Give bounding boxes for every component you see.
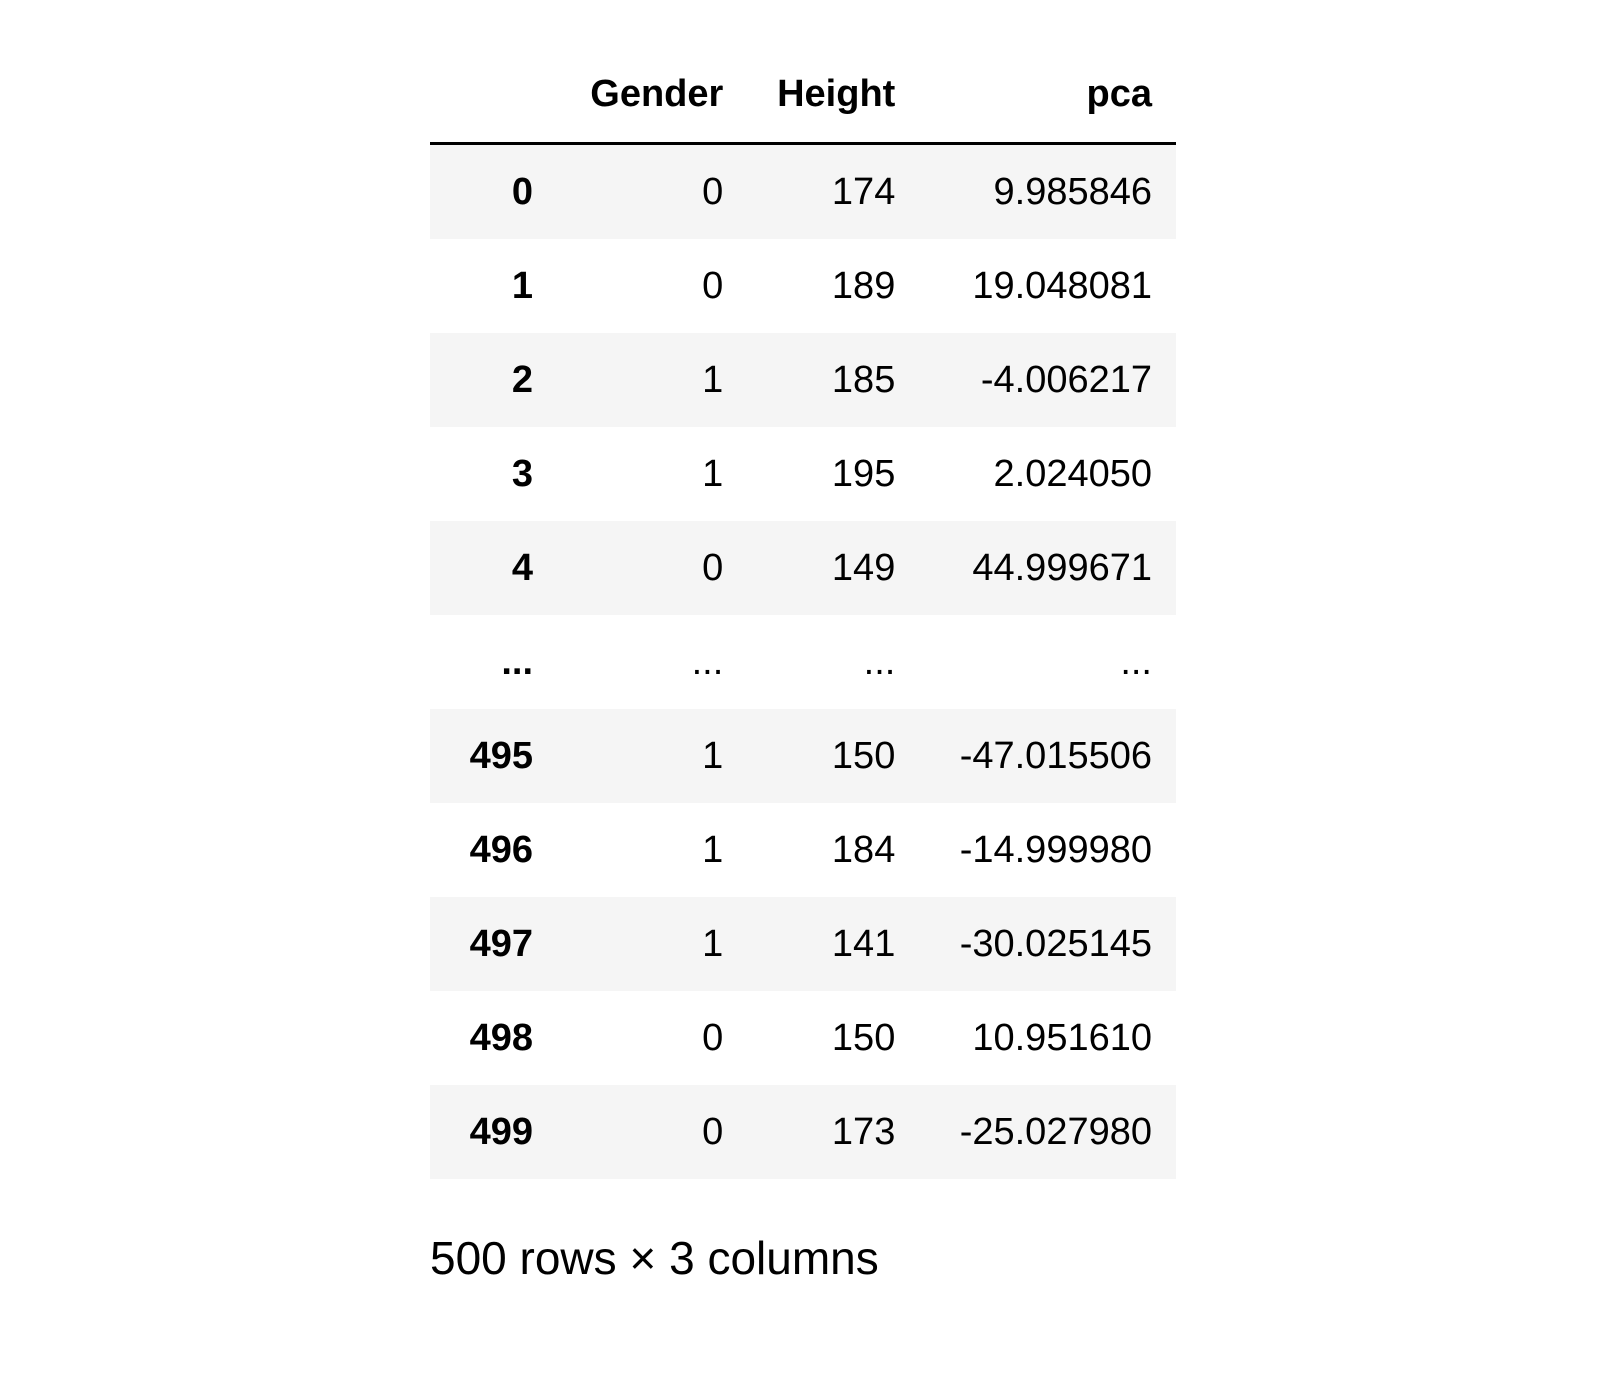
cell-height: 195 (831, 452, 896, 495)
cell-pca: -14.999980 (959, 828, 1152, 871)
row-index: 499 (469, 1110, 534, 1153)
cell-pca: 9.985846 (993, 170, 1152, 213)
row-index: 2 (511, 358, 534, 401)
dataframe-table (430, 46, 1176, 1179)
cell-height: 173 (831, 1110, 896, 1153)
cell-height: 189 (831, 264, 896, 307)
row-index: 496 (469, 828, 534, 871)
table-row (430, 144, 1176, 240)
cell-height: 149 (831, 546, 896, 589)
table-row (430, 427, 1176, 521)
header-row (430, 46, 1176, 144)
cell-pca: -4.006217 (980, 358, 1152, 401)
ellipsis-row (430, 615, 1176, 709)
table-row (430, 991, 1176, 1085)
cell-pca: 2.024050 (993, 452, 1152, 495)
row-index: 497 (469, 922, 534, 965)
row-index: 3 (511, 452, 534, 495)
cell-height: 141 (831, 922, 896, 965)
row-index: 4 (511, 546, 534, 589)
cell-pca: 19.048081 (972, 264, 1152, 307)
row-index: ... (501, 640, 534, 683)
cell-gender: 1 (702, 358, 724, 401)
table-header (430, 46, 1176, 144)
cell-gender: 0 (702, 170, 724, 213)
cell-height: 174 (831, 170, 896, 213)
cell-gender: 0 (702, 546, 724, 589)
table-row (430, 709, 1176, 803)
table-row (430, 897, 1176, 991)
dataframe-shape-note: 500 rows × 3 columns (430, 1232, 879, 1284)
cell-pca: -30.025145 (959, 922, 1152, 965)
cell-height: 150 (831, 1016, 896, 1059)
cell-gender: ... (691, 640, 724, 683)
cell-gender: 0 (702, 264, 724, 307)
cell-pca: 44.999671 (972, 546, 1152, 589)
header-height: Height (747, 46, 919, 144)
cell-gender: 1 (702, 922, 724, 965)
cell-pca: -25.027980 (959, 1110, 1152, 1153)
header-pca: pca (919, 46, 1176, 144)
cell-height: ... (863, 640, 896, 683)
table-row (430, 521, 1176, 615)
cell-height: 185 (831, 358, 896, 401)
row-index: 495 (469, 734, 534, 777)
cell-pca: 10.951610 (972, 1016, 1152, 1059)
table-row (430, 803, 1176, 897)
cell-height: 150 (831, 734, 896, 777)
cell-pca: -47.015506 (959, 734, 1152, 777)
table-row (430, 333, 1176, 427)
cell-gender: 1 (702, 734, 724, 777)
row-index: 0 (511, 170, 534, 213)
table-row (430, 239, 1176, 333)
cell-gender: 1 (702, 828, 724, 871)
dataframe-output (430, 46, 1176, 1285)
table-body (430, 144, 1176, 1180)
header-index (430, 46, 557, 144)
header-gender: Gender (557, 46, 747, 144)
cell-gender: 1 (702, 452, 724, 495)
cell-pca: ... (1120, 640, 1152, 683)
cell-gender: 0 (702, 1110, 724, 1153)
cell-gender: 0 (702, 1016, 724, 1059)
cell-height: 184 (831, 828, 896, 871)
table-row (430, 1085, 1176, 1179)
row-index: 498 (469, 1016, 534, 1059)
row-index: 1 (511, 264, 534, 307)
